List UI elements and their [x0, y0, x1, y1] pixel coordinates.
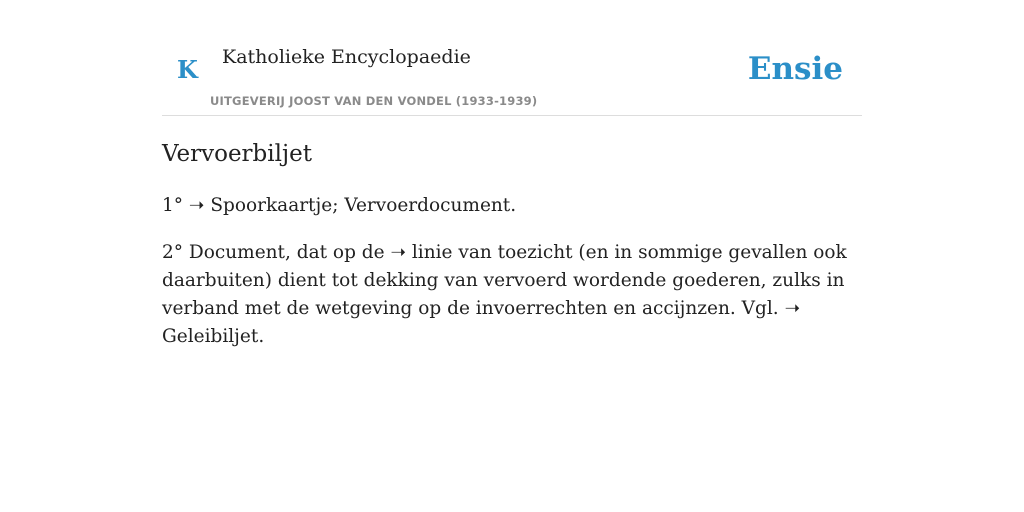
definition-2-text: (en in sommige gevallen ook daarbuiten) dient tot dekking van vervoerd wordende goederen, zulks in verband met de wetgeving op de invoerrechten en accijnzen. Vgl.	[162, 242, 847, 319]
arrow-icon: ➝	[188, 195, 205, 216]
link-spoorkaartje[interactable]: Spoorkaartje	[210, 195, 333, 216]
definition-2-suffix: .	[258, 326, 265, 347]
definition-1	[162, 192, 862, 220]
encyclopedia-title-link[interactable]: Katholieke Encyclopaedie	[222, 46, 471, 68]
site-header	[162, 0, 862, 116]
page-container	[162, 0, 862, 351]
link-vervoerdocument[interactable]: Vervoerdocument	[344, 195, 511, 216]
ensie-brand-logo[interactable]: Ensie	[747, 51, 843, 87]
definition-1-suffix: .	[510, 195, 517, 216]
arrow-icon: ➝	[784, 298, 801, 319]
article-title: Vervoerbiljet	[162, 141, 312, 167]
definition-1-separator: ;	[332, 195, 345, 216]
encyclopedia-logo[interactable]: K	[177, 55, 198, 84]
arrow-icon: ➝	[390, 242, 406, 263]
article-body	[162, 192, 862, 351]
publisher-subtitle: UITGEVERIJ JOOST VAN DEN VONDEL (1933-1939)	[210, 94, 538, 108]
link-linie-van-toezicht[interactable]: linie van toezicht	[411, 242, 573, 263]
definition-2	[162, 239, 862, 351]
link-geleibiljet[interactable]: Geleibiljet	[162, 326, 259, 347]
definition-2-prefix: 2° Document, dat op de	[162, 242, 391, 263]
definition-1-prefix: 1°	[162, 195, 189, 216]
